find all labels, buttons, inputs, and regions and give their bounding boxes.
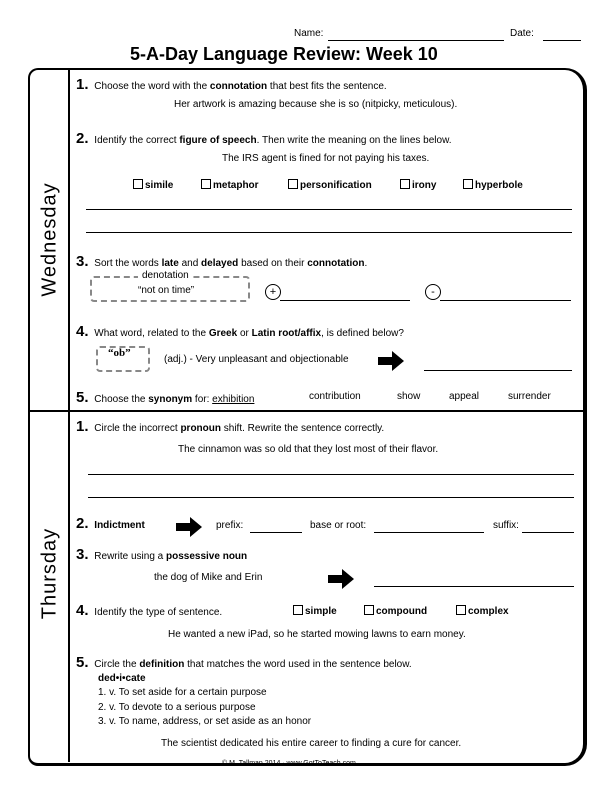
answer-line[interactable] — [88, 497, 574, 498]
t-q4-sentence: He wanted a new iPad, so he started mowing lawns to earn money. — [168, 629, 466, 640]
t-q5-sentence: The scientist dedicated his entire career to finding a cure for cancer. — [161, 738, 462, 749]
w-q4-prompt: 4. What word, related to the Greek or Latin root/affix, is defined below? — [76, 323, 404, 340]
prefix-field[interactable] — [250, 532, 302, 533]
t-q3-prompt: 3. Rewrite using a possessive noun — [76, 546, 248, 563]
answer-line[interactable] — [88, 474, 574, 475]
answer-line[interactable] — [86, 209, 572, 210]
definition-text: (adj.) - Very unpleasant and objectionable — [164, 354, 349, 365]
denotation-text: “not on time” — [138, 285, 195, 296]
definition-3[interactable]: 3. v. To name, address, or set aside as an honor — [98, 716, 312, 727]
positive-answer-line[interactable] — [280, 300, 410, 301]
w-q2-sentence: The IRS agent is fined for not paying his taxes. — [222, 153, 430, 164]
root-field[interactable] — [374, 532, 484, 533]
negative-answer-line[interactable] — [440, 300, 571, 301]
root-text: “ob” — [108, 347, 131, 359]
checkbox-metaphor[interactable]: metaphor — [201, 179, 259, 191]
footer-copyright: © M. Tallman 2014 · www.GotToTeach.com — [222, 760, 356, 767]
answer-line[interactable] — [86, 232, 572, 233]
checkbox-hyperbole[interactable]: hyperbole — [463, 179, 523, 191]
day-divider — [28, 410, 583, 412]
t-q1-prompt: 1. Circle the incorrect pronoun shift. Rewrite the sentence correctly. — [76, 418, 385, 435]
page-title: 5-A-Day Language Review: Week 10 — [130, 44, 438, 64]
w-q1-sentence: Her artwork is amazing because she is so (nitpicky, meticulous). — [174, 99, 458, 110]
t-q5-prompt: 5. Circle the definition that matches the word used in the sentence below. — [76, 654, 412, 671]
denotation-title: denotation — [138, 270, 193, 281]
option-show[interactable]: show — [397, 391, 421, 402]
option-contribution[interactable]: contribution — [309, 391, 361, 402]
negative-icon: - — [425, 284, 441, 300]
day-label-thursday: Thursday — [38, 527, 61, 620]
thursday-sidebar — [28, 412, 70, 762]
checkbox-simple[interactable]: simple — [293, 605, 337, 617]
positive-icon: + — [265, 284, 281, 300]
arrow-right-icon — [378, 351, 404, 371]
checkbox-complex[interactable]: complex — [456, 605, 509, 617]
option-surrender[interactable]: surrender — [508, 391, 551, 402]
checkbox-irony[interactable]: irony — [400, 179, 436, 191]
checkbox-compound[interactable]: compound — [364, 605, 427, 617]
day-label-wednesday: Wednesday — [38, 182, 61, 297]
prefix-label: prefix: — [216, 520, 244, 531]
checkbox-simile[interactable]: simile — [133, 179, 173, 191]
w-q3-prompt: 3. Sort the words late and delayed based on their connotation. — [76, 253, 368, 270]
date-field[interactable] — [543, 40, 581, 41]
t-q2-word: 2. Indictment — [76, 515, 145, 532]
answer-line[interactable] — [374, 586, 574, 587]
w-q1-prompt: 1. Choose the word with the connotation that best fits the sentence. — [76, 76, 387, 93]
name-label: Name: — [294, 28, 324, 39]
option-appeal[interactable]: appeal — [449, 391, 480, 402]
checkbox-personification[interactable]: personification — [288, 179, 372, 191]
arrow-right-icon — [176, 517, 202, 537]
name-field[interactable] — [328, 40, 504, 41]
answer-line[interactable] — [424, 370, 572, 371]
definition-2[interactable]: 2. v. To devote to a serious purpose — [98, 702, 256, 713]
suffix-field[interactable] — [522, 532, 574, 533]
t-q1-sentence: The cinnamon was so old that they lost most of their flavor. — [178, 444, 439, 455]
w-q5-prompt: 5. Choose the synonym for: exhibition — [76, 389, 255, 406]
t-q4-prompt: 4. Identify the type of sentence. — [76, 602, 223, 619]
arrow-right-icon — [328, 569, 354, 589]
date-label: Date: — [510, 28, 534, 39]
root-label: base or root: — [310, 520, 367, 531]
definition-1[interactable]: 1. v. To set aside for a certain purpose — [98, 687, 267, 698]
dictionary-word: ded•i•cate — [98, 673, 146, 684]
suffix-label: suffix: — [493, 520, 519, 531]
t-q3-phrase: the dog of Mike and Erin — [154, 572, 263, 583]
wednesday-sidebar — [28, 70, 70, 410]
w-q2-prompt: 2. Identify the correct figure of speech. Then write the meaning on the lines below. — [76, 130, 452, 147]
